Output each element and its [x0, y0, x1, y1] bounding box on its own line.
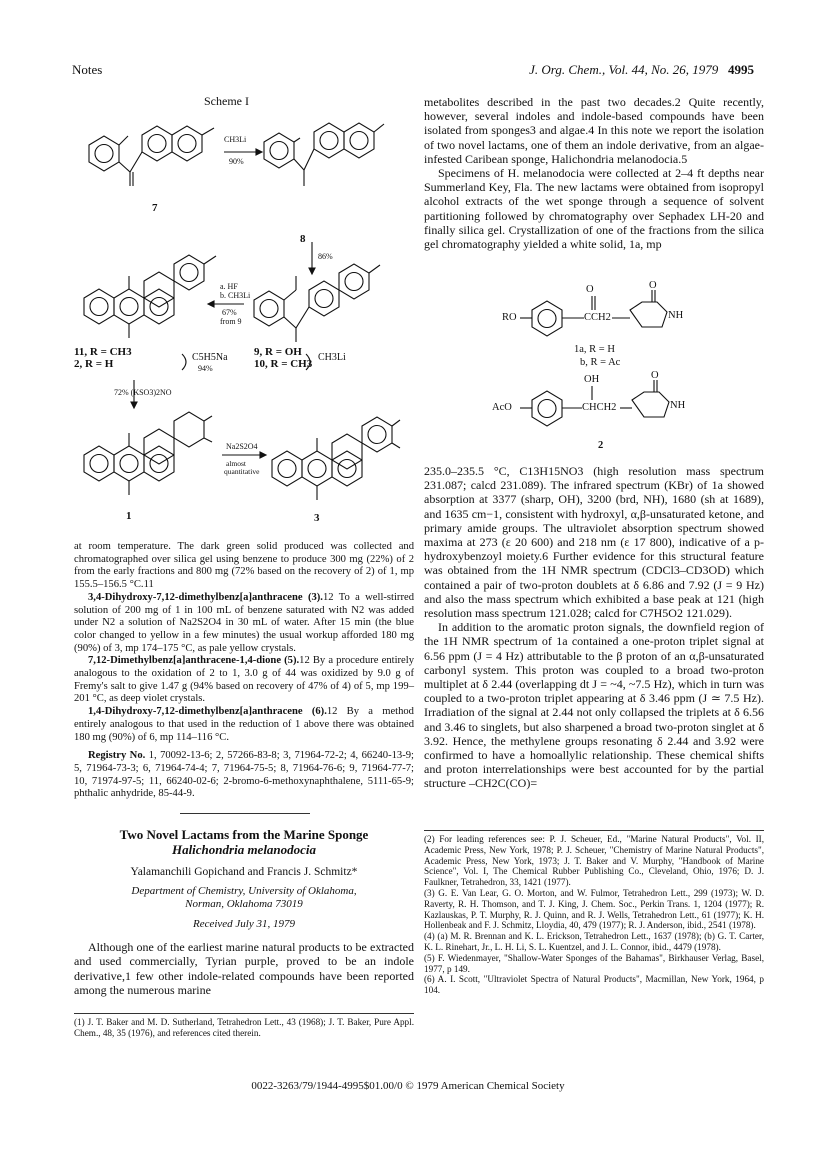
- page-number: 4995: [728, 62, 754, 77]
- label-compound-11: 11, R = CH3: [74, 346, 132, 358]
- structure-7: [89, 126, 214, 186]
- footnotes-right: [424, 834, 764, 996]
- right-p2: Specimens of H. melanodocia were collected at 2–4 ft depths near Summerland Key, Fla. The new lactams were obtained from isopropyl alcohol extracts of the wet sponge through a sequence of solvent partitioning followed by chromatography over Sephadex LH-20 and finally silica gel. Crystallization of one of the fractions from the silica gel chromatography yielded a white solid, 1a, mp: [424, 166, 764, 252]
- registry-body: 1, 70092-13-6; 2, 57266-83-8; 3, 71964-72-2; 4, 66240-13-9; 5, 71964-73-3; 6, 71964-74-4; 7, 71964-75-5; 8, 71964-76-6; 9, 71964-77-7; 10, 71974-97-5; 11, 66240-02-6; 2-bromo-6-methoxynaphthalene, 5111-65-9; phthalic anhydride, 85-44-9.: [74, 750, 414, 800]
- footnote-2: (2) For leading references see: P. J. Scheuer, Ed., "Marine Natural Products", Vol. II, Academic Press, New York, 1978; P. J. Scheuer, "Chemistry of Marine Natural Products", Academic Press, New York, 1973; J. T. Baker and V. Murphy, "Handbook of Marine Science", Vol. I, The Chemical Rubber Publishing Co., Cleveland, Ohio, 1976; D. J. Faulkner, Tetrahedron, 33, 1421 (1977).: [424, 834, 764, 888]
- reagent-1: CH3Li: [224, 135, 247, 144]
- footnote-3: (3) G. E. Van Lear, G. O. Morton, and W. Fulmor, Tetrahedron Lett., 299 (1973); W. D. Raverty, R. H. Thomson, and T. J. King, J. Chem. Soc., Perkin Trans. 1, 1204 (1977); R. Kazlauskas, P. T. Murphy, R. J. Quinn, and R. J. Wells, Tetrahedron Lett., 61 (1977); K. H. Hollenbeak and F. J. Schmitz, Lloydia, 40, 479 (1977); R. J. Anderson, ibid., 2541 (1978).: [424, 887, 764, 931]
- lactam-o-1: O: [586, 284, 594, 295]
- lactam-1a-label: 1a, R = H: [574, 344, 615, 355]
- footnote-6: (6) A. I. Scott, "Ultraviolet Spectra of Natural Products", Macmillan, New York, 1964, p 104.: [424, 974, 764, 996]
- affiliation-line1: Department of Chemistry, University of Oklahoma,: [131, 885, 357, 897]
- footnote-1: (1) J. T. Baker and M. D. Sutherland, Tetrahedron Lett., 43 (1968); J. T. Baker, Pure Appl. Chem., 48, 35 (1976), and references cited therein.: [74, 1017, 414, 1038]
- right-p3: 235.0–235.5 °C, C13H15NO3 (high resolution mass spectrum 231.087; calcd 231.089). The infrared spectrum (KBr) of 1a showed absorption at 3377 (sharp, OH), 3200 (brd, NH), 1680 (sh at 1689), and 1635 cm−1, consistent with hydroxyl, α,β-unsaturated ketone, and primary amide groups. The ultraviolet absorption spectrum showed maxima at 273 (ε 20 600) and 218 nm (ε 17 800), indicative of a p-hydroxybenzoyl moiety.6 Further evidence for this structural feature was obtained from the 1H NMR spectrum (CDCl3–CD3OD) which contained a pair of two-proton doublets at δ 6.86 and 7.92 (J = 9 Hz) and also the mass spectrum which exhibited a base peak at 121 (high resolution mass spectrum 121.028; calcd for C7H5O2 121.029).: [424, 464, 764, 621]
- right-p4: In addition to the aromatic proton signals, the downfield region of the 1H NMR spectrum of 1a contained a one-proton triplet signal at 6.56 ppm (J = 4 Hz) attributable to the β proton of an α,β-unsaturated carbonyl system. This proton was coupled to a broad two-proton multiplet at δ 2.44 (overlapping dt J = ~4, ~7.5 Hz), which in turn was coupled to a two-proton triplet appearing at δ 3.46 ppm (J ≃ 7.5 Hz). Irradiation of the signal at 2.44 not only collapsed the triplets at δ 6.56 and 3.46 to singlets, but also sharpened a broad two-proton singlet at δ 3.92. Hence, the methylene groups resonating δ 2.44 and 3.92 were confirmed to have a homoallylic relationship. These chemical shifts and proton interrelationships were best accounted for by the partial structure –CH2C(CO)=: [424, 620, 764, 791]
- lactam-o-2: O: [649, 280, 657, 291]
- reagent-6c: quantitative: [224, 467, 260, 476]
- reagent-1-yield: 90%: [229, 157, 244, 166]
- reaction-scheme: [74, 90, 414, 530]
- right-column-text-top: [424, 95, 764, 251]
- article-title-line2: Halichondria melanodocia: [171, 842, 317, 857]
- structure-8: [264, 123, 384, 186]
- running-head-journal: [529, 62, 754, 78]
- reagent-3-from: from 9: [220, 317, 242, 326]
- section-divider: [180, 813, 310, 814]
- lactam-oh: OH: [584, 374, 600, 385]
- experimental-p2: [74, 592, 414, 656]
- structure-11: [84, 255, 216, 338]
- lactam-ro: RO: [502, 312, 517, 323]
- reagent-6: Na2S2O4: [226, 442, 258, 451]
- footnote-5: (5) F. Wiedenmayer, "Shallow-Water Sponges of the Bahamas", Birkhauser Verlag, Basel, 1977, p 149.: [424, 952, 764, 974]
- compound-3-heading: 3,4-Dihydroxy-7,12-dimethylbenz[a]anthracene (3).: [88, 591, 323, 603]
- experimental-p4-body: 12 By a method entirely analogous to that used in the reduction of 1 above there was obtained 180 mg (90%) of 6, mp 114–116 °C.: [74, 706, 414, 743]
- footnote-4: (4) (a) M. R. Brennan and K. L. Erickson, Tetrahedron Lett., 1637 (1978); (b) G. T. Carter, K. L. Rinehart, Jr., L. H. Li, S. L. Kuentzel, and J. L. Connor, ibid., 4479 (1978).: [424, 931, 764, 952]
- lactam-aco: AcO: [492, 402, 512, 413]
- reagent-5: 72% (KSO3)2NO: [114, 388, 172, 397]
- label-compound-8: 8: [300, 233, 306, 245]
- lactam-2-label: 2: [598, 440, 604, 451]
- journal-citation: J. Org. Chem., Vol. 44, No. 26, 1979: [529, 62, 719, 77]
- received-date: Received July 31, 1979: [192, 918, 295, 930]
- registry-heading: Registry No.: [88, 750, 146, 762]
- lactam-cch2: CCH2: [584, 312, 611, 323]
- structure-1: [84, 412, 212, 495]
- reagent-4-yield: 94%: [198, 364, 213, 373]
- experimental-p3: [74, 655, 414, 706]
- page-footer: 0022-3263/79/1944-4995$01.00/0 © 1979 American Chemical Society: [251, 1080, 565, 1092]
- reagent-3a: a. HF: [220, 282, 238, 291]
- lactam-o-3: O: [651, 370, 659, 381]
- reagent-3b: b. CH3Li: [220, 291, 251, 300]
- lactam-structures: [492, 280, 732, 455]
- right-p1: metabolites described in the past two decades.2 Quite recently, however, several indoles and indole-based compounds have been isolated from sponges3 and algae.4 In this note we report the isolation of two novel lactams, one of them an indole derivative, from an algae-infested Caribean sponge, Halichondria melanodocia.5: [424, 95, 764, 166]
- article-authors: Yalamanchili Gopichand and Francis J. Schmitz*: [130, 866, 358, 878]
- structure-9: [254, 264, 380, 342]
- experimental-p4: [74, 706, 414, 744]
- registry-numbers: [74, 750, 414, 801]
- experimental-p1: at room temperature. The dark green solid produced was collected and chromatographed over silica gel using benzene to produce 300 mg (22%) of 2 from the early fractions and 800 mg (72% based on the recovery of 2) of 1, mp 155.5–156.5 °C.11: [74, 541, 414, 591]
- reagent-6b: almost: [226, 459, 246, 468]
- article-title: [74, 827, 414, 857]
- label-compound-9: 9, R = OH: [254, 346, 302, 358]
- lactam-nh-1: NH: [668, 310, 684, 321]
- article-intro: [74, 940, 414, 997]
- affiliation-line2: Norman, Oklahoma 73019: [185, 898, 303, 910]
- right-column-text-bottom: [424, 464, 764, 791]
- reagent-2-yield: 86%: [318, 252, 333, 261]
- reagent-7: CH3Li: [318, 352, 346, 363]
- footnote-rule-left: [74, 1013, 414, 1014]
- lactam-1b-label: b, R = Ac: [580, 357, 621, 368]
- compound-5-heading: 7,12-Dimethylbenz[a]anthracene-1,4-dione (5).: [88, 655, 300, 667]
- label-compound-2: 2, R = H: [74, 358, 114, 370]
- scheme-title: Scheme I: [204, 94, 249, 108]
- reagent-3-yield: 67%: [222, 308, 237, 317]
- lactam-nh-2: NH: [670, 400, 686, 411]
- lactam-chch2: CHCH2: [582, 402, 617, 413]
- compound-6-heading: 1,4-Dihydroxy-7,12-dimethylbenz[a]anthracene (6).: [88, 706, 327, 718]
- article-affiliation: [74, 885, 414, 911]
- experimental-p2-body: 12 To a well-stirred solution of 200 mg of 1 in 100 mL of benzene saturated with N2 was added under N2 a solution of Na2S2O4 in 30 mL of water. After 15 min (the blue color changed to yellow in a few minutes) the usual workup afforded 180 mg (90%) of 3, mp 174–175 °C, as pale yellow crystals.: [74, 591, 414, 654]
- intro-paragraph: Although one of the earliest marine natural products to be extracted and used commercially, Tyrian purple, proved to be an indole derivative,1 few other indole-related compounds have been reported among the numerous marine: [74, 940, 414, 997]
- experimental-p3-body: 12 By a procedure entirely analogous to the oxidation of 2 to 1, 3.0 g of 44 was oxidized by 9.0 g of Fremy's salt to give 1.47 g (94% based on recovery of 47% of 4) of 5, mp 199–201 °C, as deep violet crystals.: [74, 655, 414, 705]
- experimental-text: [74, 541, 414, 801]
- label-compound-7: 7: [152, 202, 158, 214]
- footnote-rule-right: [424, 830, 764, 831]
- label-compound-1: 1: [126, 510, 132, 522]
- label-compound-3: 3: [314, 512, 320, 524]
- label-compound-10: 10, R = CH3: [254, 358, 313, 370]
- structure-3: [272, 417, 400, 500]
- running-head-section: Notes: [72, 62, 103, 77]
- reagent-4: C5H5Na: [192, 352, 228, 363]
- article-title-line1: Two Novel Lactams from the Marine Sponge: [119, 827, 369, 842]
